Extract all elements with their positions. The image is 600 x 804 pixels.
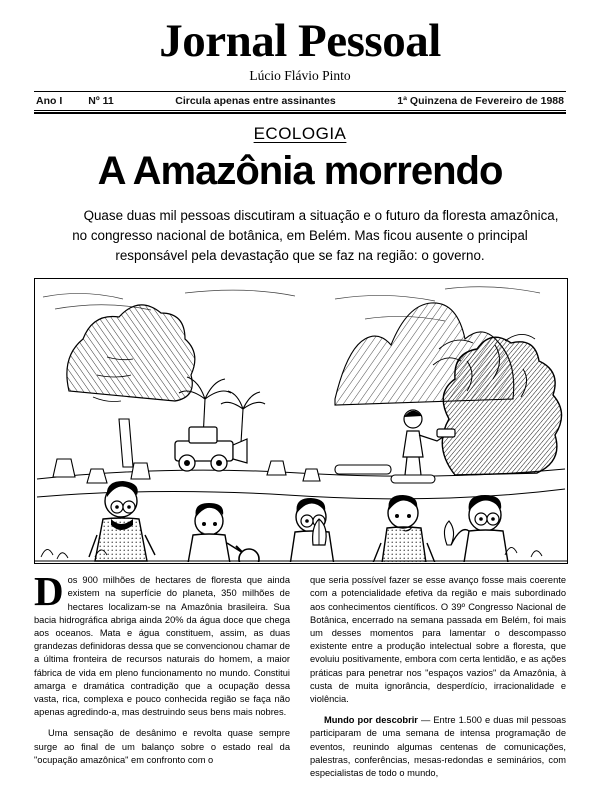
paragraph: [310, 714, 566, 780]
article-column-left: [34, 568, 290, 788]
article-headline: A Amazônia morrendo: [97, 148, 503, 193]
dropcap: D: [34, 568, 64, 615]
issue-date: 1ª Quinzena de Fevereiro de 1988: [397, 94, 564, 107]
newspaper-title: Jornal Pessoal: [159, 15, 441, 67]
article-lede-text: Quase duas mil pessoas discutiram a situação e o futuro da floresta amazônica, no congresso nacional de botânica, em Belém. Mas ficou ausente o principal responsável pela devastação que se faz na região: o governo.: [72, 207, 559, 264]
article-lede: [40, 206, 560, 266]
article-column-right: [310, 574, 566, 788]
masthead-rule-bottom: [34, 110, 566, 114]
cartoon-amazon-deforestation: [34, 278, 568, 564]
paragraph: Uma sensação de desânimo e revolta quase sempre surge ao final de um balanço sobre o estado real da "ocupação amazônica" em confronto com o: [34, 728, 290, 765]
issue-info-bar: [34, 92, 566, 110]
issue-number: Nº 11: [88, 94, 114, 107]
issue-circulation: Circula apenas entre assinantes: [175, 94, 336, 107]
section-label: ECOLOGIA: [253, 123, 347, 143]
issue-year: Ano I: [36, 94, 63, 107]
issue-left-group: [36, 95, 114, 107]
article-body: [34, 568, 566, 788]
masthead-author: Lúcio Flávio Pinto: [249, 67, 351, 83]
cartoon-illustration-svg: [35, 279, 567, 562]
paragraph-text: — Entre 1.500 e duas mil pessoas participaram de uma semana de intensa programação de eventos, reunindo algumas centenas de comunicações, palestras, conferências, mesas-redondas e seminários, com especialistas de todo o mundo,: [310, 715, 566, 778]
paragraph: [34, 568, 290, 719]
paragraph: que seria possível fazer se esse avanço fosse mais coerente com a potencialidade efetiva da região e mais subordinado aos conhecimentos científicos. O 39º Congresso Nacional de Botânica, encerrado na semana passada em Belém, foi mais um desses momentos para lamentar o descompasso existente entre a produção intelectual sobre a floresta, que evoluiu positivamente, embora com certa lentidão, e as ações práticas para penetrar nos "espaços vazios" da Amazônia, à custa de muita ignorância, desperdício, irracionalidade e violência.: [310, 575, 566, 704]
paragraph-lead-in: Mundo por descobrir: [324, 715, 418, 726]
paragraph-text: os 900 milhões de hectares de floresta que ainda existem na superfície do planeta, 350 milhões de hectares localizam-se na Amazônia brasileira. Sua bacia hidrográfica abriga ainda 20% da água doce que chega aos oceanos. Mata e água constituem, assim, as duas grandezas definidoras dessa que se convencionou chamar de a última fronteira de recursos naturais do homem, a maior fábrica de vida em pleno funcionamento no mundo. Constitui amarga e dramática contradição que a ocupação dessa vasta, rica, complexa e pouco conhecida região se faça não apenas agredindo-a, mas destruindo seus bens mais nobres.: [34, 575, 290, 718]
masthead: [34, 15, 566, 84]
